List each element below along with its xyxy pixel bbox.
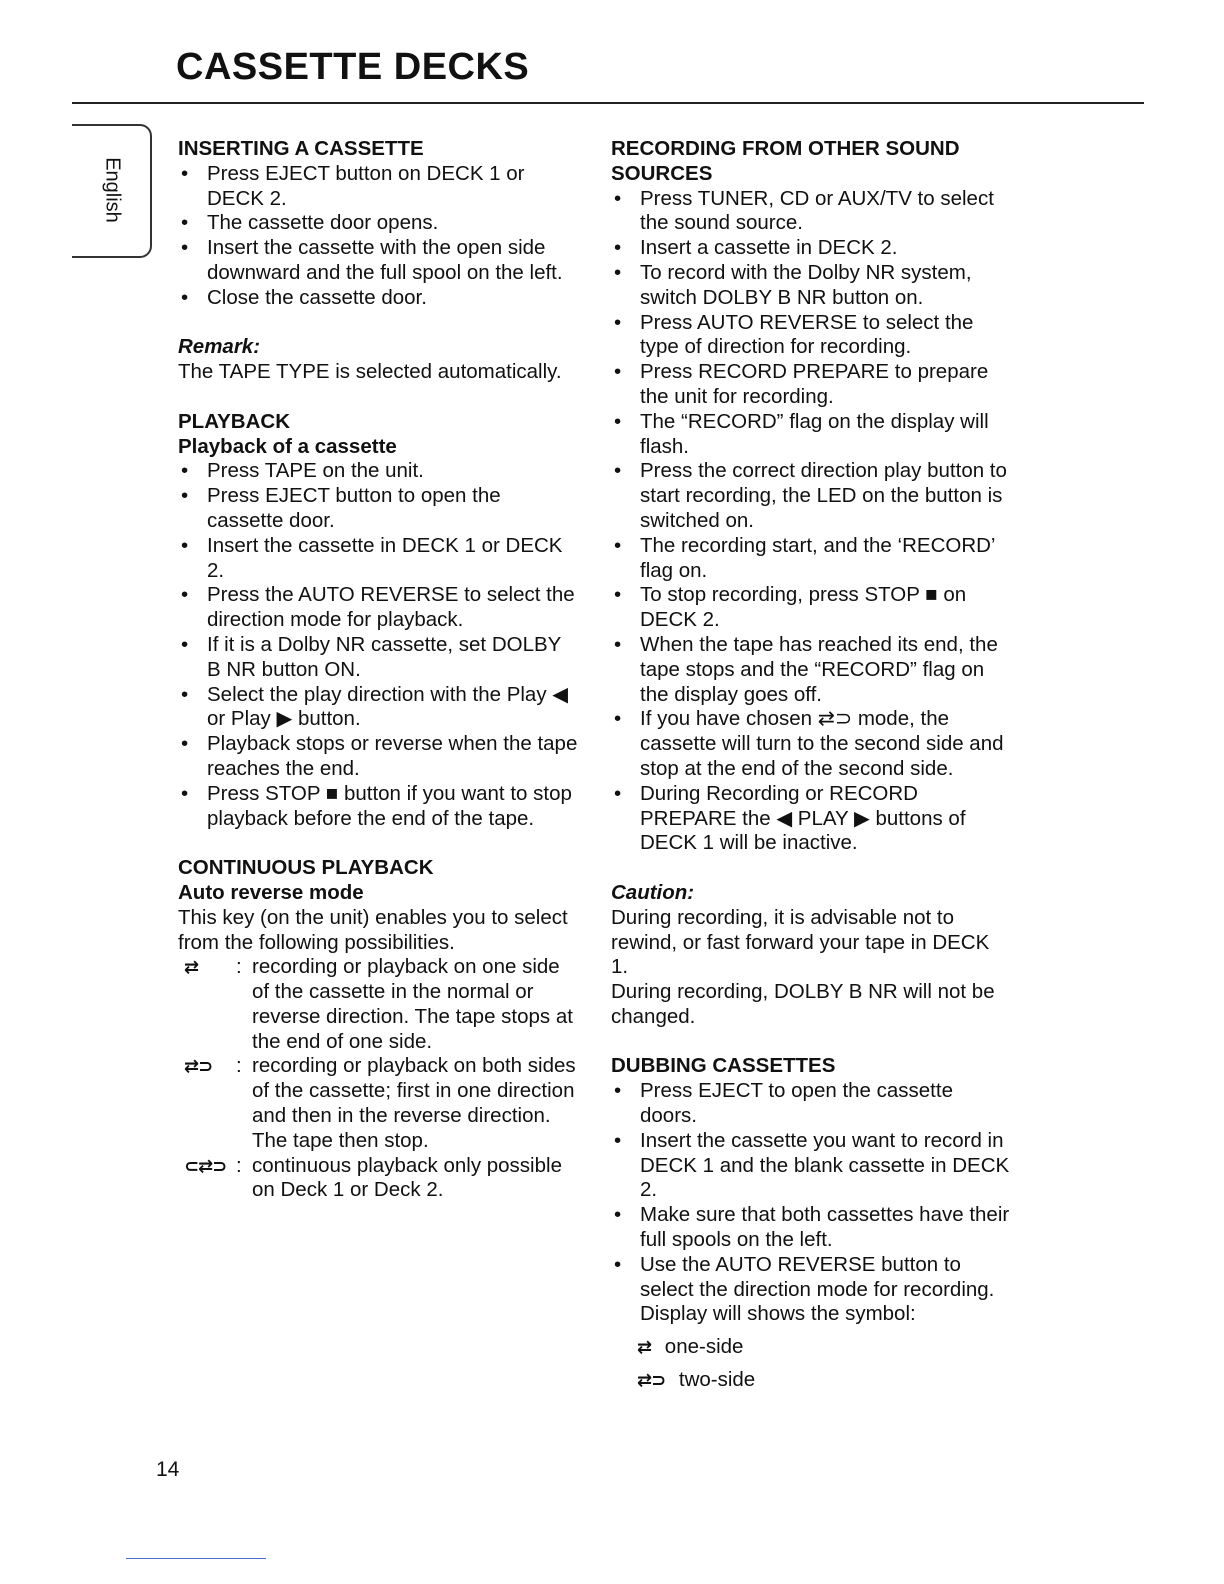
bullet-list	[611, 187, 1011, 857]
section-heading: PLAYBACK	[178, 409, 291, 433]
list-item: • If you have chosen ⇄⊃ mode, the cassette will turn to the second side and stop at the end of the second side.	[611, 707, 1011, 781]
list-item: • Press the AUTO REVERSE to select the direction mode for playback.	[178, 583, 578, 633]
bullet-list	[611, 1079, 1011, 1327]
list-item: • If it is a Dolby NR cassette, set DOLBY B NR button ON.	[178, 633, 578, 683]
list-item: • Press EJECT button to open the cassette door.	[178, 484, 578, 534]
one-side-mode-icon: ⇄	[637, 1337, 652, 1358]
title-rule	[72, 102, 1144, 104]
mode-row	[178, 1054, 578, 1153]
mode-description: continuous playback only possible on Deck 1 or Deck 2.	[252, 1153, 562, 1202]
mode-colon: :	[236, 1054, 242, 1078]
caution-text: During recording, DOLBY B NR will not be changed.	[611, 980, 995, 1028]
section-caution	[611, 881, 1011, 1030]
list-item: • Insert the cassette you want to record in DECK 1 and the blank cassette in DECK 2.	[611, 1129, 1011, 1203]
mode-colon: :	[236, 1153, 242, 1177]
list-item: • The cassette door opens.	[178, 211, 578, 236]
section-heading: DUBBING CASSETTES	[611, 1054, 836, 1078]
two-side-mode-icon: ⇄⊃	[637, 1370, 666, 1391]
continuous-mode-icon: ⊂⇄⊃	[184, 1155, 227, 1176]
section-heading: CONTINUOUS PLAYBACK	[178, 856, 434, 880]
list-item: • Press TUNER, CD or AUX/TV to select the sound source.	[611, 187, 1011, 237]
list-item: • The recording start, and the ‘RECORD’ flag on.	[611, 534, 1011, 584]
symbol-row	[611, 1368, 1011, 1393]
list-item: • Press STOP ■ button if you want to stop playback before the end of the tape.	[178, 782, 578, 832]
symbol-row	[611, 1335, 1011, 1360]
mode-colon: :	[236, 955, 242, 979]
list-item: • To record with the Dolby NR system, switch DOLBY B NR button on.	[611, 261, 1011, 311]
symbol-label: two-side	[678, 1368, 756, 1392]
one-side-mode-icon: ⇄	[184, 957, 199, 978]
section-heading: RECORDING FROM OTHER SOUND SOURCES	[611, 137, 960, 185]
list-item: • Select the play direction with the Play ◀ or Play ▶ button.	[178, 683, 578, 733]
section-dubbing	[611, 1054, 1011, 1392]
section-heading: INSERTING A CASSETTE	[178, 137, 424, 160]
list-item: • Press the correct direction play button to start recording, the LED on the button is switched on.	[611, 459, 1011, 533]
list-item: • Insert a cassette in DECK 2.	[611, 236, 1011, 261]
caution-label: Caution:	[611, 880, 695, 904]
list-item: • Press EJECT to open the cassette doors.	[611, 1079, 1011, 1129]
remark-text: The TAPE TYPE is selected automatically.	[178, 360, 562, 384]
page-title: CASSETTE DECKS	[176, 46, 530, 88]
footer-rule	[126, 1558, 266, 1559]
intro-text: This key (on the unit) enables you to select from the following possibilities.	[178, 905, 568, 954]
page-number: 14	[156, 1458, 180, 1481]
list-item: • When the tape has reached its end, the tape stops and the “RECORD” flag on the display goes off.	[611, 633, 1011, 707]
list-item: • During Recording or RECORD PREPARE the ◀ PLAY ▶ buttons of DECK 1 will be inactive.	[611, 782, 1011, 856]
list-item: • Press AUTO REVERSE to select the type of direction for recording.	[611, 311, 1011, 361]
list-item: • Use the AUTO REVERSE button to select the direction mode for recording. Display will shows the symbol:	[611, 1253, 1011, 1327]
sub-heading: Auto reverse mode	[178, 880, 364, 904]
list-item: • The “RECORD” flag on the display will flash.	[611, 410, 1011, 460]
list-item: • Press TAPE on the unit.	[178, 459, 578, 484]
mode-row	[178, 1154, 578, 1204]
left-column	[178, 137, 578, 1203]
mode-row	[178, 955, 578, 1054]
caution-text: During recording, it is advisable not to rewind, or fast forward your tape in DECK 1.	[611, 905, 990, 979]
list-item: • Insert the cassette in DECK 1 or DECK 2.	[178, 534, 578, 584]
bullet-list	[178, 459, 578, 831]
list-item: • Press RECORD PREPARE to prepare the unit for recording.	[611, 360, 1011, 410]
symbol-label: one-side	[664, 1335, 744, 1359]
section-playback	[178, 410, 578, 832]
section-inserting	[178, 137, 578, 385]
list-item: • Insert the cassette with the open side downward and the full spool on the left.	[178, 236, 578, 286]
mode-description: recording or playback on one side of the cassette in the normal or reverse direction. The tape stops at the end of one side.	[252, 955, 573, 1053]
list-item: • Close the cassette door.	[178, 286, 578, 311]
section-continuous	[178, 856, 578, 1203]
two-side-mode-icon: ⇄⊃	[184, 1056, 213, 1077]
right-column	[611, 137, 1011, 1393]
remark-label: Remark:	[178, 335, 261, 359]
language-tab-label: English	[101, 157, 124, 223]
list-item: • To stop recording, press STOP ■ on DECK 2.	[611, 583, 1011, 633]
list-item: • Playback stops or reverse when the tape reaches the end.	[178, 732, 578, 782]
section-recording	[611, 137, 1011, 856]
sub-heading: Playback of a cassette	[178, 434, 397, 458]
mode-description: recording or playback on both sides of the cassette; first in one direction and then in the reverse direction. The tape then stop.	[252, 1054, 576, 1152]
list-item: • Press EJECT button on DECK 1 or DECK 2.	[178, 162, 578, 212]
list-item: • Make sure that both cassettes have their full spools on the left.	[611, 1203, 1011, 1253]
bullet-list	[178, 162, 578, 311]
